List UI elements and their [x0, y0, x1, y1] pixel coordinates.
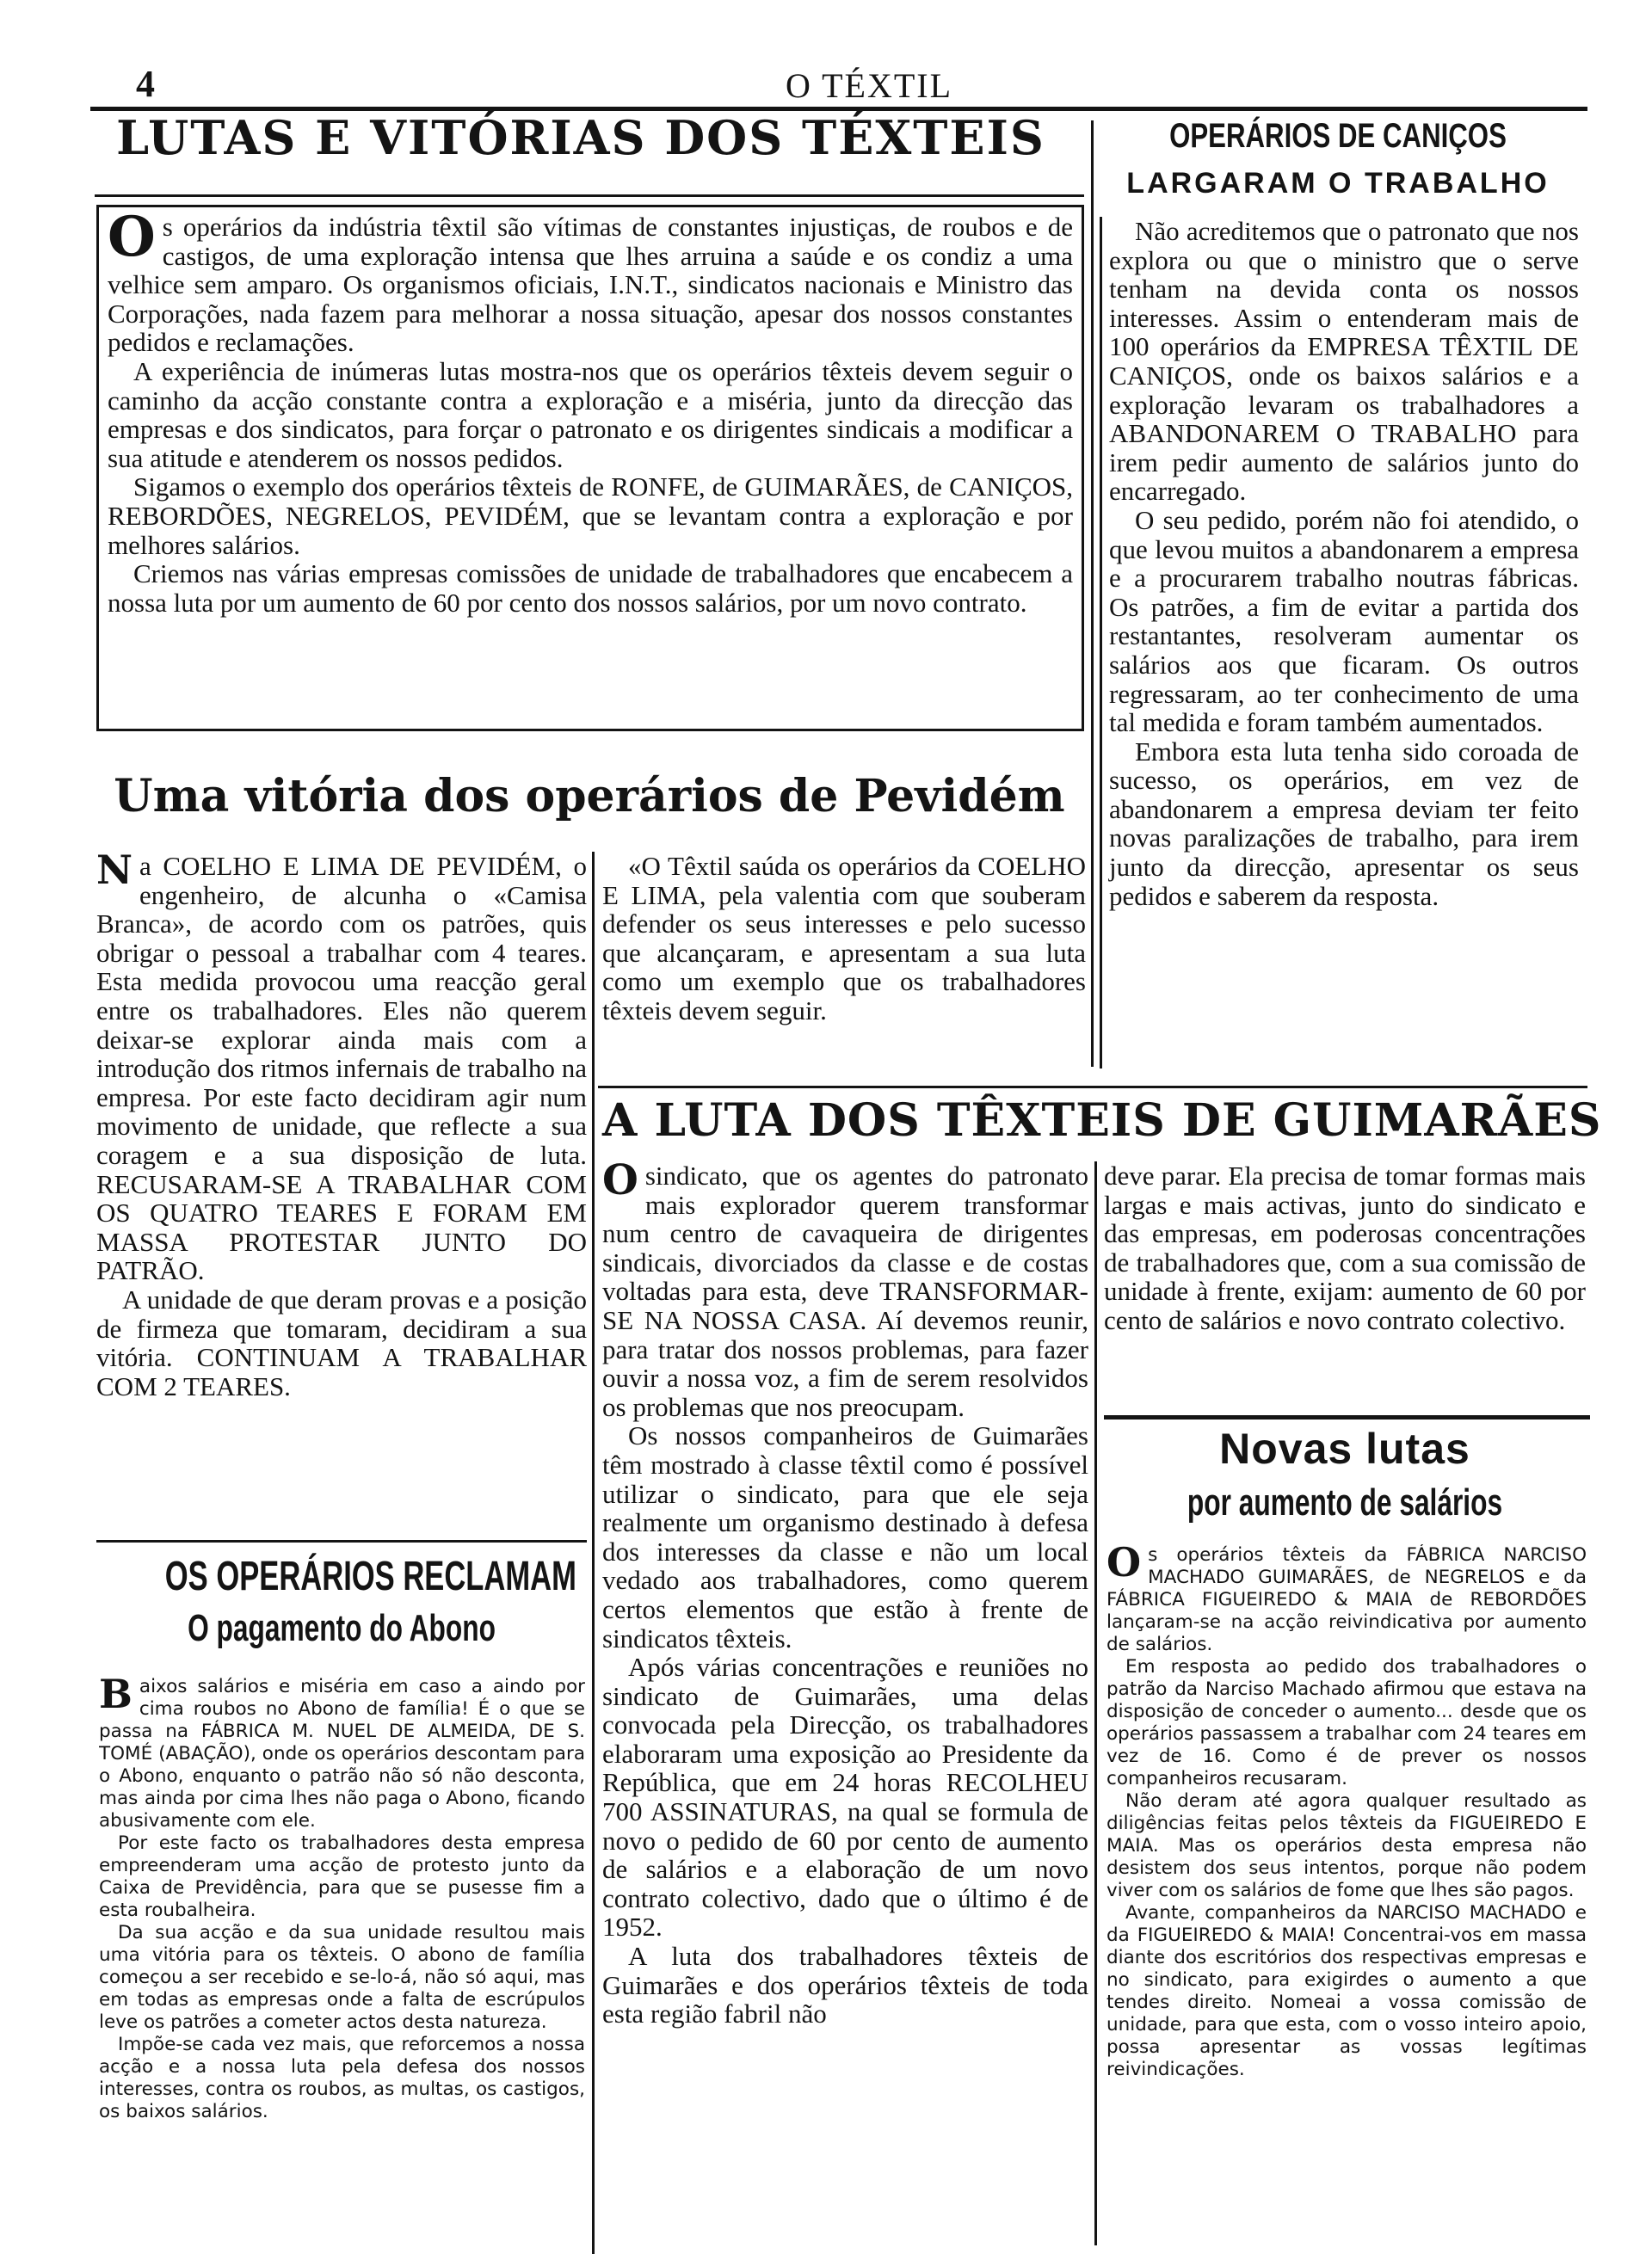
article4-paragraph-4: A luta dos trabalhadores têxteis de Guimarães e dos operários têxteis de toda esta região fabril não [602, 1941, 1088, 2029]
article3-left-paragraph-2: A unidade de que deram provas e a posição de firmeza que tomaram, decidiram a sua vitória. CONTINUAM A TRABALHAR COM 2 TEARES. [96, 1284, 587, 1401]
column-divider-right [1091, 120, 1094, 1067]
article3-dropcap: N [96, 852, 133, 893]
article1-paragraph-1: s operários da indústria têxtil são vítimas de constantes injustiças, de roubos e de castigos, de uma exploração intensa que lhes arruina a saúde e os condiz a uma velhice sem amparo. Os organismos oficiais, I.N.T., sindicatos nacionais e Ministro das Corporações, nada fazem para melhorar a nossa situação, apesar dos nossos constantes pedidos e reclamações. [108, 212, 1073, 358]
article2-subheadline: LARGARAM O TRABALHO [1126, 167, 1550, 200]
article4-paragraph-1: sindicato, que os agentes do patronato mais explorador querem transformar num centro de cavaqueira de dirigentes sindicais, divorciados da classe e de costas voltadas para esta, deve TRANSFORMAR-SE NA NOSSA CASA. Aí devemos reunir, para tratar dos nossos problemas, para fazer ouvir a nossa voz, a fim de serem resolvidos os problemas que nos preocupam. [602, 1161, 1088, 1422]
article2-headline: OPERÁRIOS DE CANIÇOS [1169, 117, 1507, 155]
article3-column-divider [592, 852, 595, 2254]
article2-paragraph-2: O seu pedido, porém não foi atendido, o que levou muitos a abandonarem a empresa e a procurarem trabalho noutras fábricas. Os patrões, a fim de evitar a partida dos restantantes, resolveram aumentar os salários aos que ficaram. Os outros regressaram, ao ter conhecimento de uma tal medida e foram também aumentados. [1109, 504, 1579, 738]
article4-column-1 [602, 1161, 1088, 2241]
article1-paragraph-4: Criemos nas várias empresas comissões de unidade de trabalhadores que encabecem a nossa luta por um aumento de 60 por cento dos nossos salários, por um novo contrato. [108, 558, 1073, 618]
article6-body [1106, 1544, 1587, 2241]
article2-body [1100, 217, 1586, 1068]
article4-dropcap: O [602, 1161, 638, 1204]
article5-body [99, 1676, 585, 2239]
article1-body [96, 205, 1084, 731]
article5-headline: OS OPERÁRIOS RECLAMAM [164, 1554, 576, 1599]
article4-paragraph-2: Os nossos companheiros de Guimarães têm mostrado à classe têxtil como é possível utilizar o sindicato, para que ele seja realmente um organismo destinado à defesa dos interesses da classe e não um local vedado aos trabalhadores, como querem certos elementos que estão à frente de sindicatos têxteis. [602, 1420, 1088, 1654]
article6-paragraph-1: s operários têxteis da FÁBRICA NARCISO MACHADO GUIMARÃES, de NEGRELOS e da FÁBRICA FIGUEIREDO & MAIA de REBORDÕES lançaram-se na acção reivindicativa por aumento de salários. [1106, 1544, 1587, 1655]
page-number: 4 [136, 63, 155, 105]
article1-title-rule [95, 194, 1084, 197]
article6-paragraph-4: Avante, companheiros da NARCISO MACHADO e da FIGUEIREDO & MAIA! Concentrai-vos em massa diante dos escritórios dos respectivas empresas e no sindicato, para exigirdes o aumento a que tendes direito. Nomeai a vossa comissão de unidade, para que esta, com o vosso inteiro apoio, possa apresentar as vossas legítimas reivindicações. [1106, 1902, 1587, 2080]
article5-paragraph-2: Por este facto os trabalhadores desta empresa empreenderam uma acção de protesto junto da Caixa de Previdência, para que se pusesse fim a esta roubalheira. [99, 1832, 585, 1921]
article6-subheadline: por aumento de salários [1187, 1481, 1503, 1524]
article5-subheadline: O pagamento do Abono [188, 1607, 496, 1649]
article4-headline: A LUTA DOS TÊXTEIS DE GUIMARÃES [602, 1094, 1602, 1147]
article3-headline: Uma vitória dos operários de Pevidém [114, 770, 1065, 822]
article3-left-paragraph-1: a COELHO E LIMA DE PEVIDÉM, o engenheiro, de alcunha o «Camisa Branca», de acordo com os patrões, quis obrigar o pessoal a trabalhar com 4 teares. Esta medida provocou uma reacção geral entre os trabalhadores. Eles não querem deixar-se explorar ainda mais com a introdução dos ritmos infernais de trabalho na empresa. Por este facto decidiram agir num movimento de unidade, que reflecte a sua coragem e a sua disposição de luta. RECUSARAM-SE A TRABALHAR COM OS QUATRO TEARES E FORAM EM MASSA PROTESTAR JUNTO DO PATRÃO. [96, 852, 587, 1286]
article2-paragraph-3: Embora esta luta tenha sido coroada de sucesso, os operários, em vez de abandonarem a empresa deviam ter feito novas paralizações de trabalho, para irem junto da direcção, apresentar os seus pedidos e saberem da resposta. [1109, 736, 1579, 911]
article4-paragraph-5: deve parar. Ela precisa de tomar formas mais largas e mais activas, junto do sindicato e das empresas, em poderosas concentrações de trabalhadores que, com a sua comissão de unidade à frente, exijam: aumento de 60 por cento de salários e novo contrato colectivo. [1104, 1161, 1586, 1335]
article5-dropcap: B [99, 1676, 133, 1717]
article6-dropcap: O [1106, 1544, 1142, 1586]
article5-paragraph-1: aixos salários e miséria em caso a aindo por cima roubos no Abono de família! É o que se passa na FÁBRICA M. NUEL DE ALMEIDA, DE S. TOMÉ (ABAÇÃO), onde os operários descontam para o Abono, enquanto o patrão não só não desconta, mas ainda por cima lhes não paga o Abono, ficando abusivamente com ele. [99, 1676, 585, 1832]
article1-headline: LUTAS E VITÓRIAS DOS TÉXTEIS [116, 110, 1045, 165]
article6-paragraph-3: Não deram até agora qualquer resultado as diligências feitas pelos têxteis da FIGUEIREDO E MAIA. Mas os operários desta empresa não desistem dos seus intentos, porque não podem viver com os salários de fome que lhes são pagos. [1106, 1790, 1587, 1901]
article6-headline: Novas lutas [1219, 1425, 1470, 1473]
article5-top-rule [96, 1540, 587, 1543]
article5-paragraph-3: Da sua acção e da sua unidade resultou mais uma vitória para os têxteis. O abono de família começou a ser recebido e se-lo-á, não só aqui, mas em todas as empresas onde a falta de escrúpulos leve os patrões a cometer actos desta natureza. [99, 1922, 585, 2033]
article3-left-column [96, 852, 587, 1533]
article5-paragraph-4: Impõe-se cada vez mais, que reforcemos a nossa acção e a nossa luta pela defesa dos nossos interesses, contra os roubos, as multas, os castigos, os baixos salários. [99, 2034, 585, 2122]
article1-paragraph-2: A experiência de inúmeras lutas mostra-nos que os operários têxteis devem seguir o caminho da acção constante contra a exploração e a miséria, junto da direcção das empresas e dos sindicatos, para forçar o patronato e os dirigentes sindicais a modificar a sua atitude e atenderem os nossos pedidos. [108, 355, 1073, 473]
newspaper-title: O TÉXTIL [785, 66, 953, 105]
article4-column-2 [1104, 1161, 1586, 1411]
article3-right-column [602, 852, 1086, 1075]
article6-top-rule [1104, 1415, 1590, 1420]
article4-paragraph-3: Após várias concentrações e reuniões no sindicato de Guimarães, uma delas convocada pela Direcção, os trabalhadores elaboraram uma exposição ao Presidente da República, que em 24 horas RECOLHEU 700 ASSINATURAS, na qual se formula de novo o pedido de 60 por cento de aumento de salários e a elaboração de um novo contrato colectivo, dado que o último é de 1952. [602, 1652, 1088, 1943]
article4-column-divider [1094, 1161, 1097, 2245]
article1-dropcap: O [108, 205, 156, 269]
article6-paragraph-2: Em resposta ao pedido dos trabalhadores o patrão da Narciso Machado afirmou que estava na disposição de conceder o aumento... desde que os operários passassem a trabalhar com 24 teares em vez de 16. Como é de prever os nossos companheiros recusaram. [1106, 1656, 1587, 1789]
article3-right-paragraph-1: «O Têxtil saúda os operários da COELHO E LIMA, pela valentia com que souberam defender os seus interesses e pelo sucesso que alcançaram, e apresentam a sua luta como um exemplo que os trabalhadores têxteis devem seguir. [602, 852, 1086, 1025]
article4-top-rule [598, 1086, 1587, 1088]
article1-paragraph-3: Sigamos o exemplo dos operários têxteis de RONFE, de GUIMARÃES, de CANIÇOS, REBORDÕES, NEGRELOS, PEVIDÉM, que se levantam contra a exploração e por melhores salários. [108, 471, 1073, 560]
article2-paragraph-1: Não acreditemos que o patronato que nos explora ou que o ministro que o serve tenham na devida conta os nossos interesses. Assim o entenderam mais de 100 operários da EMPRESA TÊXTIL DE CANIÇOS, onde os baixos salários e a exploração levaram os trabalhadores a ABANDONAREM O TRABALHO para irem pedir aumento de salários junto do encarregado. [1109, 217, 1579, 507]
